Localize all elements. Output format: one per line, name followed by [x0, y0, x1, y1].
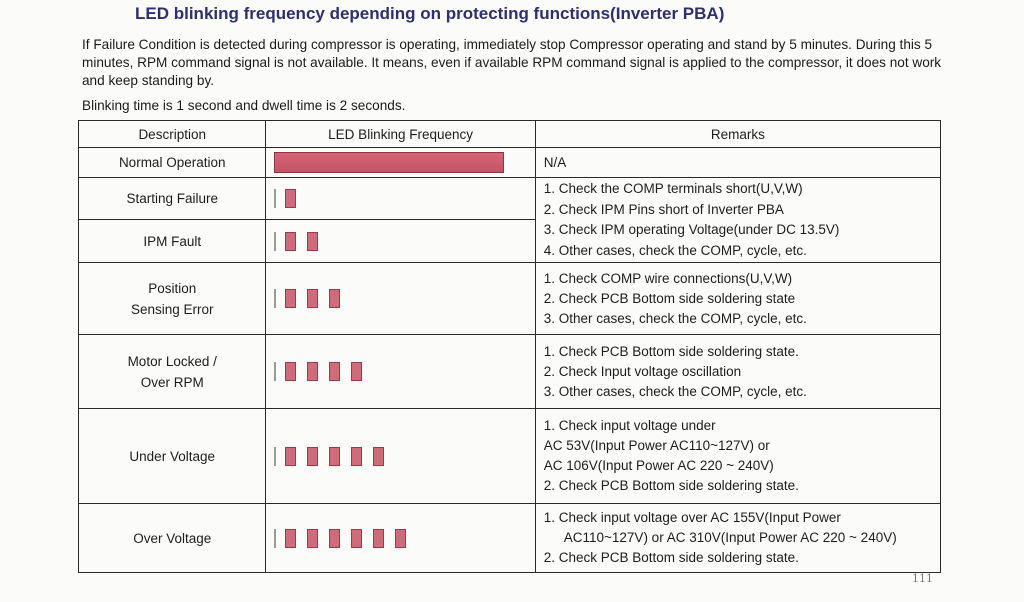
page-number: 111 — [912, 572, 933, 585]
header-led-frequency: LED Blinking Frequency — [266, 121, 535, 148]
led-blink-group — [285, 447, 384, 466]
led-blink-block — [351, 529, 362, 548]
table-row — [79, 409, 941, 504]
led-blink-block — [285, 289, 296, 308]
led-blink-group — [285, 362, 362, 381]
led-indicator — [266, 409, 535, 504]
led-blink-block — [395, 529, 406, 548]
led-blink-block — [373, 447, 384, 466]
led-indicator — [266, 220, 535, 263]
led-blink-group — [285, 232, 318, 251]
led-blink-block — [285, 189, 296, 208]
led-blink-block — [285, 232, 296, 251]
led-blink-block — [307, 232, 318, 251]
led-blink-block — [307, 289, 318, 308]
row-description: IPM Fault — [79, 220, 266, 263]
row-remarks: N/A — [535, 148, 940, 178]
table-header-row — [79, 121, 941, 148]
led-blink-block — [307, 362, 318, 381]
led-blink-block — [307, 447, 318, 466]
led-blink-block — [351, 362, 362, 381]
table-row — [79, 263, 941, 335]
row-description: Normal Operation — [79, 148, 266, 178]
led-indicator — [266, 148, 535, 178]
tick-mark — [274, 189, 276, 208]
led-blink-block — [329, 289, 340, 308]
table-row — [79, 504, 941, 573]
led-indicator — [266, 335, 535, 409]
tick-mark — [274, 362, 276, 381]
row-remarks: 1. Check input voltage over AC 155V(Input Power AC110~127V) or AC 310V(Input Power AC 220 ~ 240V) 2. Check PCB Bottom side soldering state. — [535, 504, 940, 573]
led-indicator — [266, 263, 535, 335]
led-frequency-table — [78, 120, 941, 573]
row-description: Under Voltage — [79, 409, 266, 504]
row-remarks: 1. Check input voltage under AC 53V(Input Power AC110~127V) or AC 106V(Input Power AC 220 ~ 240V) 2. Check PCB Bottom side soldering state. — [535, 409, 940, 504]
tick-mark — [274, 232, 276, 251]
led-blink-group — [285, 189, 296, 208]
led-blink-block — [329, 529, 340, 548]
led-indicator — [266, 178, 535, 220]
table-row — [79, 335, 941, 409]
led-blink-block — [329, 447, 340, 466]
row-description: Starting Failure — [79, 178, 266, 220]
header-description: Description — [79, 121, 266, 148]
row-remarks: 1. Check COMP wire connections(U,V,W) 2. Check PCB Bottom side soldering state 3. Other cases, check the COMP, cycle, etc. — [535, 263, 940, 335]
tick-mark — [274, 289, 276, 308]
row-description: Over Voltage — [79, 504, 266, 573]
row-description: Motor Locked / Over RPM — [79, 335, 266, 409]
tick-mark — [274, 529, 276, 548]
page-title: LED blinking frequency depending on protecting functions(Inverter PBA) — [135, 4, 725, 23]
led-blink-block — [351, 447, 362, 466]
led-blink-group — [285, 289, 340, 308]
led-solid-bar — [274, 152, 504, 173]
led-blink-group — [285, 529, 406, 548]
led-blink-block — [329, 362, 340, 381]
led-blink-block — [307, 529, 318, 548]
row-remarks: 1. Check PCB Bottom side soldering state. 2. Check Input voltage oscillation 3. Other cases, check the COMP, cycle, etc. — [535, 335, 940, 409]
row-remarks: 1. Check the COMP terminals short(U,V,W) 2. Check IPM Pins short of Inverter PBA 3. Check IPM operating Voltage(under DC 13.5V) 4. Other cases, check the COMP, cycle, etc. — [535, 178, 940, 263]
led-blink-block — [285, 447, 296, 466]
led-blink-block — [373, 529, 384, 548]
table-row — [79, 178, 941, 220]
header-remarks: Remarks — [535, 121, 940, 148]
blink-note: Blinking time is 1 second and dwell time is 2 seconds. — [82, 98, 406, 113]
tick-mark — [274, 447, 276, 466]
intro-paragraph: If Failure Condition is detected during compressor is operating, immediately stop Compressor operating and stand by 5 minutes. During this 5 minutes, RPM command signal is not available. It means, even if available RPM command signal is applied to the compressor, it does not work and keep standing by. — [82, 37, 942, 88]
led-blink-block — [285, 529, 296, 548]
led-blink-block — [285, 362, 296, 381]
led-indicator — [266, 504, 535, 573]
table-row — [79, 148, 941, 178]
row-description: Position Sensing Error — [79, 263, 266, 335]
